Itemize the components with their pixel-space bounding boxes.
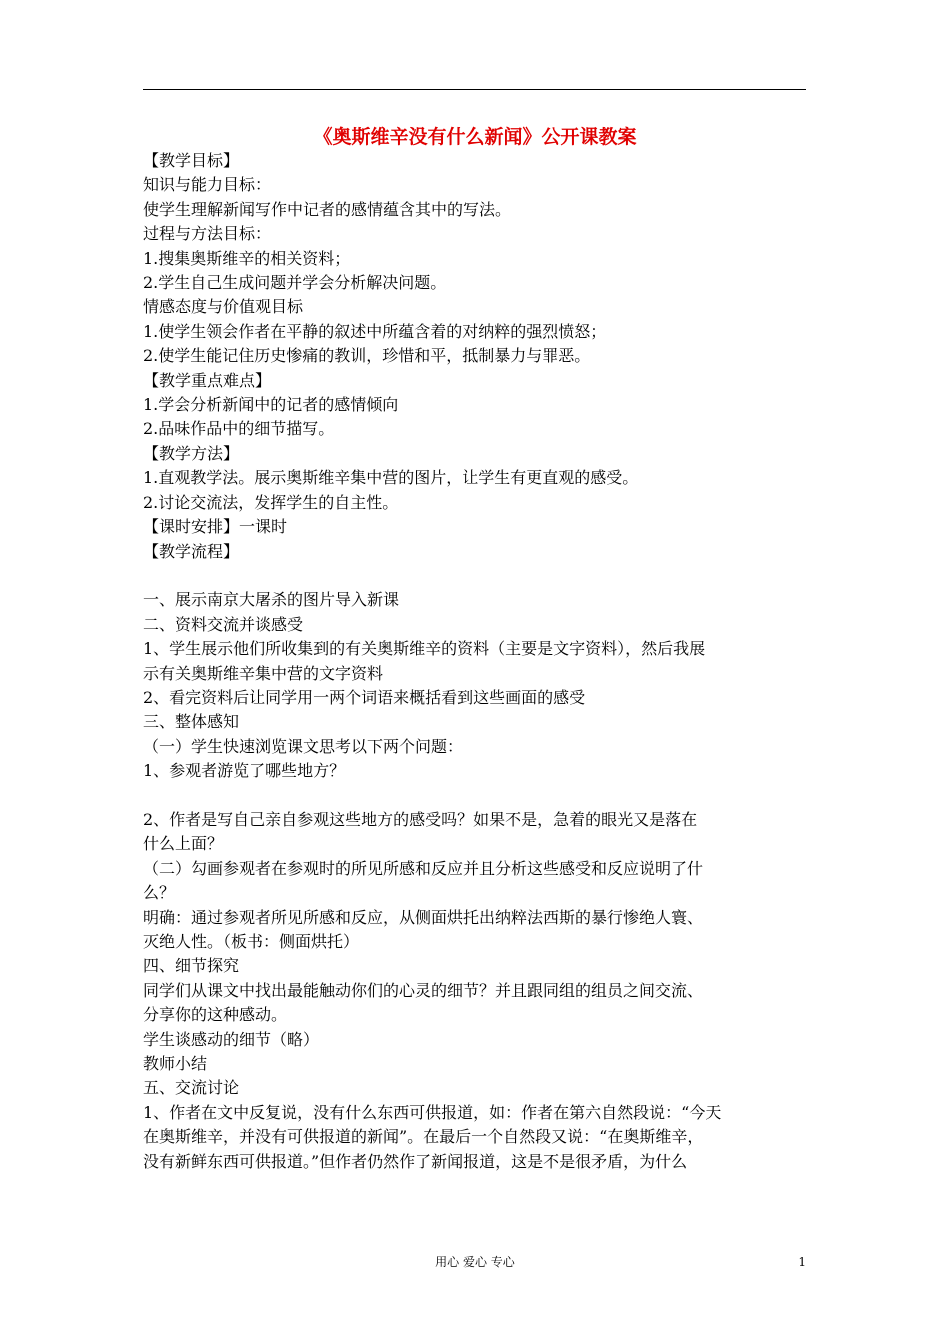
body-line: 2.讨论交流法，发挥学生的自主性。: [143, 492, 399, 512]
body-line: 在奥斯维辛，并没有可供报道的新闻”。在最后一个自然段又说：“在奥斯维辛，: [143, 1127, 704, 1147]
body-line: 【教学流程】: [143, 541, 240, 561]
body-line: （二）勾画参观者在参观时的所见所感和反应并且分析这些感受和反应说明了什: [143, 858, 704, 878]
body-line: 教师小结: [143, 1054, 208, 1073]
body-line: 示有关奥斯维辛集中营的文字资料: [143, 663, 384, 683]
body-line: 没有新鲜东西可供报道。”但作者仍然作了新闻报道，这是不是很矛盾，为什么: [143, 1151, 688, 1171]
body-line: （一）学生快速浏览课文思考以下两个问题：: [143, 736, 464, 756]
body-line: 学生谈感动的细节（略）: [143, 1029, 320, 1049]
body-line: 1.搜集奥斯维辛的相关资料；: [143, 248, 351, 268]
body-line: 二、资料交流并谈感受: [143, 614, 304, 634]
body-line: 知识与能力目标：: [143, 175, 272, 195]
body-line: 2.学生自己生成问题并学会分析解决问题。: [143, 273, 447, 293]
document-body: [143, 149, 808, 1174]
page-number: 1: [798, 1255, 806, 1269]
body-line: 1.学会分析新闻中的记者的感情倾向: [143, 395, 399, 415]
body-line: 一、展示南京大屠杀的图片导入新课: [143, 590, 400, 610]
body-line: 【课时安排】一课时: [143, 517, 288, 537]
blank-line: [143, 564, 808, 588]
body-line: 【教学重点难点】: [143, 370, 272, 390]
body-line: 分享你的这种感动。: [143, 1005, 288, 1025]
body-line: 2.使学生能记住历史惨痛的教训，珍惜和平，抵制暴力与罪恶。: [143, 346, 591, 366]
body-line: 2、看完资料后让同学用一两个词语来概括看到这些画面的感受: [143, 687, 586, 707]
body-line: 【教学方法】: [143, 443, 240, 463]
body-line: 什么上面？: [143, 834, 224, 854]
body-line: 四、细节探究: [143, 956, 240, 976]
body-line: 2、作者是写自己亲自参观这些地方的感受吗？如果不是，急着的眼光又是落在: [143, 809, 698, 829]
body-line: 情感态度与价值观目标: [143, 297, 304, 317]
body-line: 过程与方法目标：: [143, 224, 272, 244]
body-line: 1、学生展示他们所收集到的有关奥斯维辛的资料（主要是文字资料），然后我展: [143, 639, 706, 659]
body-line: 五、交流讨论: [143, 1078, 240, 1098]
body-line: 同学们从课文中找出最能触动你们的心灵的细节？并且跟同组的组员之间交流、: [143, 980, 704, 1000]
document-title: 《奥斯维辛没有什么新闻》公开课教案: [313, 126, 637, 148]
body-line: 使学生理解新闻写作中记者的感情蕴含其中的写法。: [143, 199, 512, 219]
body-line: 么？: [143, 883, 176, 903]
body-line: 【教学目标】: [143, 151, 240, 170]
body-line: 1、参观者游览了哪些地方？: [143, 761, 346, 781]
body-line: 三、整体感知: [143, 712, 240, 732]
body-line: 1.直观教学法。展示奥斯维辛集中营的图片，让学生有更直观的感受。: [143, 468, 639, 488]
blank-line: [143, 784, 808, 808]
body-line: 1、作者在文中反复说，没有什么东西可供报道，如：作者在第六自然段说：“今天: [143, 1102, 722, 1122]
footer-text: 用心 爱心 专心: [435, 1255, 515, 1269]
body-line: 灭绝人性。（板书：侧面烘托）: [143, 931, 360, 951]
header-rule: [143, 89, 806, 90]
body-line: 2.品味作品中的细节描写。: [143, 419, 335, 439]
body-line: 1.使学生领会作者在平静的叙述中所蕴含着的对纳粹的强烈愤怒；: [143, 321, 607, 341]
body-line: 明确：通过参观者所见所感和反应，从侧面烘托出纳粹法西斯的暴行惨绝人寰、: [143, 907, 704, 927]
